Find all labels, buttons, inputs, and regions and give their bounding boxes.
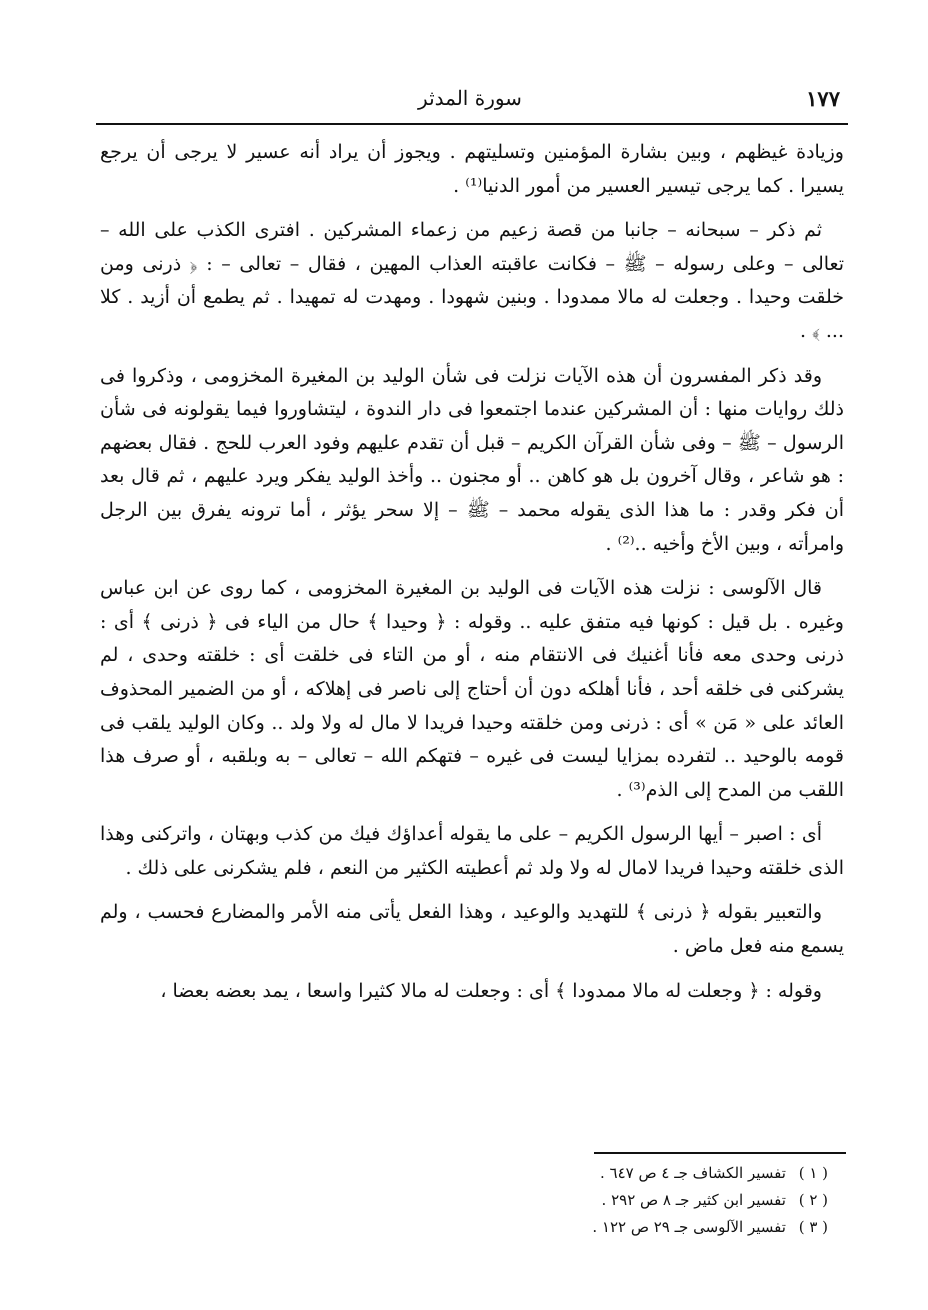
- paragraph-2: ثم ذكر – سبحانه – جانبا من قصة زعيم من زعماء المشركين . افترى الكذب على الله – تعالى – وعلى رسوله – ﷺ – فكانت عاقبته العذاب المهين ، فقال – تعالى – : ﴿ ذرنى ومن خلقت وحيدا . وجعلت له مالا ممدودا . وبنين شهودا . ومهدت له تمهيدا . ثم يطمع أن أزيد . كلا ... ﴾ .: [100, 219, 844, 342]
- footnote-3: [420, 1214, 828, 1241]
- footnote-number: ( ٢ ): [798, 1191, 828, 1209]
- main-text: [100, 136, 844, 1019]
- paragraph-7: وقوله : ﴿ وجعلت له مالا ممدودا ﴾ أى : وجعلت له مالا كثيرا واسعا ، يمد بعضه بعضا ،: [160, 979, 822, 1002]
- footnote-2: [420, 1187, 828, 1214]
- footnote-text: تفسير الآلوسى جـ ٢٩ ص ١٢٢ .: [592, 1218, 786, 1236]
- page-number: ١٧٧: [806, 86, 840, 111]
- footnote-divider: [594, 1152, 846, 1154]
- paragraph-3: وقد ذكر المفسرون أن هذه الآيات نزلت فى شأن الوليد بن المغيرة المخزومى ، وذكروا فى ذلك روايات منها : أن المشركين عندما اجتمعوا فى دار الندوة ، ليتشاوروا فيما يقولونه فى شأن الرسول – ﷺ – وفى شأن القرآن الكريم – قبل أن تقدم عليهم وفود العرب للحج . فقال بعضهم : هو شاعر ، وقال آخرون بل هو كاهن .. أو مجنون .. وأخذ الوليد يفكر ويرد عليهم ، ثم قال بعد أن فكر وقدر : ما هذا الذى يقوله محمد – ﷺ – إلا سحر يؤثر ، أما ترونه يفرق بين الرجل وامرأته ، وبين الأخ وأخيه ..⁽²⁾ .: [100, 364, 844, 555]
- paragraph-4: قال الآلوسى : نزلت هذه الآيات فى الوليد بن المغيرة المخزومى ، كما روى عن ابن عباس وغيره . بل قيل : كونها فيه متفق عليه .. وقوله : ﴿ وحيدا ﴾ حال من الياء فى ﴿ ذرنى ﴾ أى : ذرنى وحدى معه فأنا أغنيك فى الانتقام منه ، أو من التاء فى خلقت أى : خلقته وحدى ، لم يشركنى فى خلقه أحد ، فأنا أهلكه دون أن أحتاج إلى ناصر فى إهلاكه ، أو من الضمير المحذوف العائد على « مَن » أى : ذرنى ومن خلقته وحيدا فريدا لا مال له ولا ولد .. وكان الوليد يلقب فى قومه بالوحيد .. لتفرده بمزايا ليست فى غيره – فتهكم الله – تعالى – به وبلقبه ، أو صرف هذا اللقب من المدح إلى الذم⁽³⁾ .: [100, 577, 844, 801]
- surah-title: سورة المدثر: [418, 86, 522, 110]
- footnote-text: تفسير ابن كثير جـ ٨ ص ٢٩٢ .: [601, 1191, 786, 1209]
- footnote-number: ( ١ ): [798, 1164, 828, 1182]
- paragraph-1: وزيادة غيظهم ، وبين بشارة المؤمنين وتسليتهم . ويجوز أن يراد أنه عسير لا يرجى أن يرجع يسيرا . كما يرجى تيسير العسير من أمور الدنيا⁽¹⁾ .: [100, 141, 844, 197]
- page-header: [96, 86, 844, 116]
- footnote-text: تفسير الكشاف جـ ٤ ص ٦٤٧ .: [600, 1164, 786, 1182]
- paragraph-6: والتعبير بقوله ﴿ ذرنى ﴾ للتهديد والوعيد ، وهذا الفعل يأتى منه الأمر والمضارع فحسب ، ولم يسمع منه فعل ماض .: [100, 901, 844, 958]
- footnote-number: ( ٣ ): [798, 1218, 828, 1236]
- footnote-1: [420, 1160, 828, 1187]
- footnotes: [420, 1160, 828, 1241]
- header-divider: [96, 123, 848, 125]
- paragraph-5: أى : اصبر – أيها الرسول الكريم – على ما يقوله أعداؤك فيك من كذب وبهتان ، واتركنى وهذا الذى خلقته وحيدا فريدا لامال له ولا ولد ثم أعطيته الكثير من النعم ، فلم يشكرنى على ذلك .: [100, 823, 844, 879]
